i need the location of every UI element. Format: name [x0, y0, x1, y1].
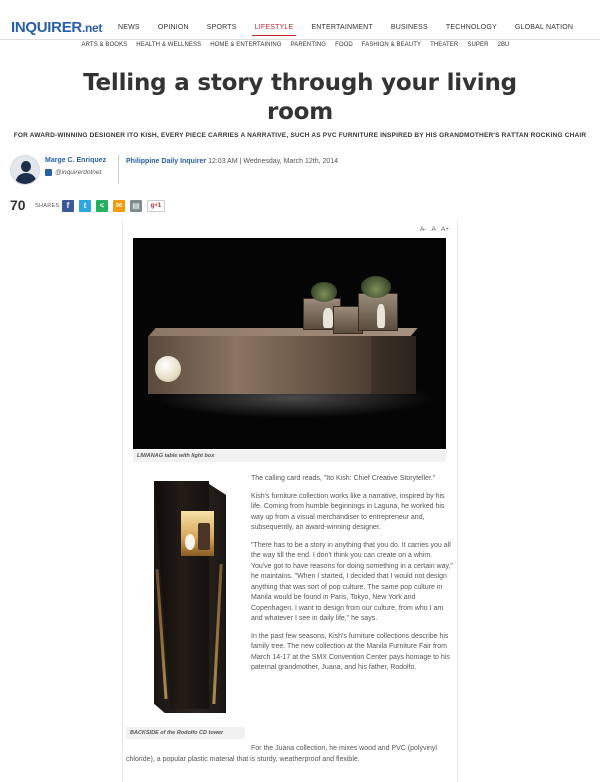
headline-line-2: room — [266, 99, 334, 125]
logo-text: INQUIRER — [11, 19, 82, 36]
article-body — [251, 474, 453, 681]
top-navigation-bar — [0, 0, 600, 40]
email-share-button[interactable] — [113, 200, 125, 212]
nav-item-technology[interactable]: TECHNOLOGY — [445, 24, 497, 31]
byline-divider — [118, 155, 119, 183]
nav-item-opinion[interactable]: OPINION — [157, 24, 189, 31]
text-size-controls — [420, 226, 449, 233]
facebook-icon: f — [66, 201, 70, 210]
subnav-item-arts-books[interactable]: ARTS & BOOKS — [81, 42, 128, 48]
google-plus-icon: g+1 — [150, 203, 162, 209]
twitter-share-icon: t — [83, 201, 87, 210]
photo-caption-2: BACKSIDE of the Rodolfo CD tower — [126, 727, 245, 739]
print-icon: ▤ — [132, 201, 140, 210]
subnav-item-parenting[interactable]: PARENTING — [290, 42, 327, 48]
logo-suffix: .net — [81, 21, 103, 35]
subnav-item-super[interactable]: SUPER — [467, 42, 489, 48]
nav-item-business[interactable]: BUSINESS — [390, 24, 428, 31]
nav-item-lifestyle[interactable]: LIFESTYLE — [254, 24, 294, 31]
body-paragraph-4: In the past few seasons, Kish's furniture collections describe his family tree. The new collection at the Manila Furniture Fair from March 14-17 at the SMX Convention Center pays homage to his paternal grandmother, Juana, and his father, Rodolfo. — [251, 632, 450, 671]
body-paragraph-5-line-2: chloride), a popular plastic material that is sturdy, weatherproof and flexible. — [126, 755, 360, 763]
table-knob — [155, 356, 181, 382]
photo-caption-1: LIWANAG table with light box — [133, 450, 446, 462]
author-name[interactable]: Marge C. Enriquez — [45, 157, 107, 164]
text-size-normal-button[interactable]: A — [431, 226, 436, 233]
author-avatar — [10, 155, 40, 185]
article-headline — [60, 69, 540, 127]
subnav-item-fashion-beauty[interactable]: FASHION & BEAUTY — [361, 42, 422, 48]
rodolfo-cd-tower-photo — [126, 474, 246, 727]
site-logo[interactable] — [11, 19, 102, 36]
twitter-icon — [45, 169, 52, 176]
nav-item-news[interactable]: NEWS — [118, 24, 140, 31]
text-size-increase-button[interactable]: A+ — [440, 226, 449, 233]
liwanag-table-photo — [133, 238, 446, 449]
share-icon: < — [99, 201, 105, 210]
subnav-item-food[interactable]: FOOD — [335, 42, 353, 48]
publication-name[interactable]: Philippine Daily Inquirer — [126, 158, 207, 165]
text-size-decrease-button[interactable]: A- — [420, 226, 427, 233]
share-count: 70 — [10, 197, 26, 213]
share-button[interactable] — [96, 200, 108, 212]
body-paragraph-1: The calling card reads, "Ito Kish: Chief Creative Storyteller." — [251, 475, 436, 482]
publish-time-date: 12:03 AM | Wednesday, March 12th, 2014 — [208, 158, 339, 165]
body-paragraph-5-line-1: For the Juana collection, he mixes wood and PVC (polyvinyl — [251, 745, 437, 752]
subnav-item-2bu[interactable]: 2BU — [497, 42, 510, 48]
article-dek: FOR AWARD-WINNING DESIGNER ITO KISH, EVERY PIECE CARRIES A NARRATIVE, SUCH AS PVC FURNITURE INSPIRED BY HIS GRANDMOTHER'S RATTAN ROCKING CHAIR — [13, 132, 587, 139]
subnav-item-theater[interactable]: THEATER — [430, 42, 459, 48]
publication-info — [126, 158, 338, 165]
main-nav — [118, 24, 591, 31]
print-share-button[interactable] — [130, 200, 142, 212]
google-plus-share-button[interactable] — [147, 200, 165, 212]
subnav-item-health-wellness[interactable]: HEALTH & WELLNESS — [136, 42, 202, 48]
body-paragraph-3: "There has to be a story in anything that you do. It carries you all the way till the end. I don't think you can create on a whim. You've got to have reasons for doing something in a certain way," he maintains. "When I started, I decided that I would not design anything that was sort of pop culture. The same pop culture in Manila would be found in Paris, Tokyo, New York and Copenhagen. I want to design from our culture, from who I am and whatever I see in daily life," he says. — [251, 541, 453, 622]
article-body-continued — [126, 744, 454, 765]
body-paragraph-2: Kish's furniture collection works like a narrative, inspired by his life. Coming from humble beginnings in Laguna, he worked his way up from a visual merchandiser to entrepreneur and, subsequently, an award-winning designer. — [251, 492, 445, 531]
nav-item-sports[interactable]: SPORTS — [206, 24, 237, 31]
nav-item-global-nation[interactable]: GLOBAL NATION — [514, 24, 574, 31]
email-icon: ✉ — [115, 201, 123, 210]
subnav-item-home-entertaining[interactable]: HOME & ENTERTAINING — [210, 42, 282, 48]
twitter-handle: @inquirerdotnet — [55, 169, 102, 176]
twitter-share-button[interactable] — [79, 200, 91, 212]
share-label: SHARES — [35, 203, 60, 209]
facebook-share-button[interactable] — [62, 200, 74, 212]
headline-line-1: Telling a story through your living — [83, 70, 517, 96]
nav-item-entertainment[interactable]: ENTERTAINMENT — [311, 24, 373, 31]
author-twitter[interactable] — [45, 169, 101, 176]
lifestyle-subnav — [0, 40, 600, 55]
